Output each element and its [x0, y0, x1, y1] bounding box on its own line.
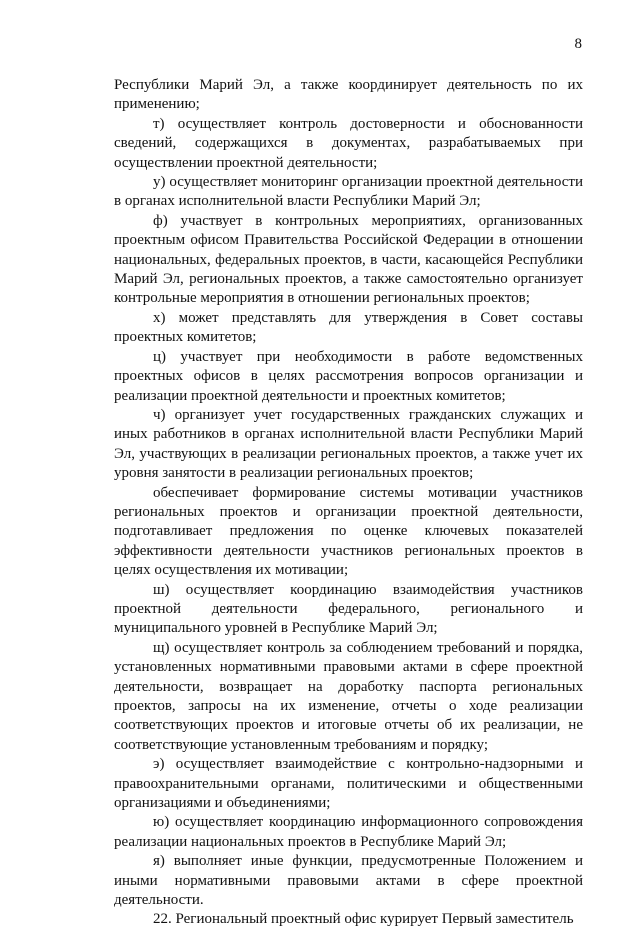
paragraph: ф) участвует в контрольных мероприятиях, организованных проектным офисом Правительства Российской Федерации в отношении национальных, федеральных проектов, в части, касающейся Республики Марий Эл, региональных проектов, а также самостоятельно организует контрольные мероприятия в отношении региональных проектов;: [114, 212, 583, 307]
paragraph: щ) осуществляет контроль за соблюдением требований и порядка, установленных нормативными правовыми актами в сфере проектной деятельности, возвращает на доработку паспорта региональных проектов, запросы на их изменение, отчеты о ходе реализации соответствующих проектов и итоговые отчеты об их реализации, не соответствующие установленным требованиям и порядку;: [114, 639, 583, 753]
paragraph: я) выполняет иные функции, предусмотренные Положением и иными нормативными правовыми актами в сфере проектной деятельности.: [114, 853, 583, 909]
page-number: 8: [574, 36, 582, 52]
paragraph: ц) участвует при необходимости в работе ведомственных проектных офисов в целях рассмотрения вопросов организации и реализации проектной деятельности и проектных комитетов;: [114, 348, 583, 404]
paragraph: 22. Региональный проектный офис курирует Первый заместитель: [153, 911, 574, 928]
paragraph: х) может представлять для утверждения в Совет составы проектных комитетов;: [114, 309, 583, 346]
paragraph: ч) организует учет государственных гражданских служащих и иных работников в органах исполнительной власти Республики Марий Эл, участвующих в реализации региональных проектов, а также учет их уровня занятости в реализации региональных проектов;: [114, 406, 583, 482]
paragraph: т) осуществляет контроль достоверности и обоснованности сведений, содержащихся в документах, разрабатываемых при осуществлении проектной деятельности;: [114, 115, 583, 171]
paragraph: э) осуществляет взаимодействие с контрольно-надзорными и правоохранительными органами, политическими и общественными организациями и объединениями;: [114, 756, 583, 812]
paragraph: Республики Марий Эл, а также координирует деятельность по их применению;: [114, 77, 583, 113]
paragraph: обеспечивает формирование системы мотивации участников региональных проектов и организации проектной деятельности, подготавливает предложения по оценке ключевых показателей эффективности деятельности участников региональных проектов в целях осуществления их мотивации;: [114, 484, 583, 579]
document-body: [114, 76, 583, 930]
paragraph: у) осуществляет мониторинг организации проектной деятельности в органах исполнительной власти Республики Марий Эл;: [114, 174, 583, 210]
paragraph: ш) осуществляет координацию взаимодействия участников проектной деятельности федерального, регионального и муниципального уровней в Республике Марий Эл;: [114, 581, 583, 637]
paragraph: ю) осуществляет координацию информационного сопровождения реализации национальных проектов в Республике Марий Эл;: [114, 814, 583, 850]
